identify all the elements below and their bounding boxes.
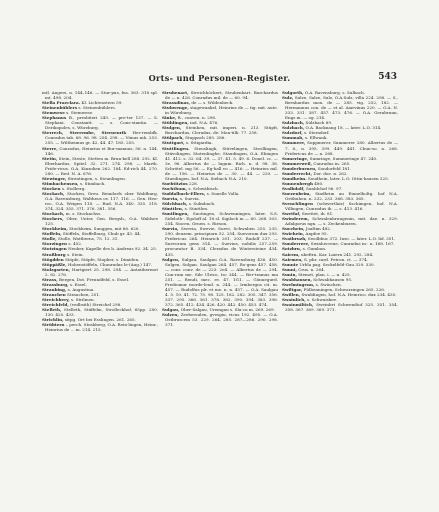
entry-headword: Sundheim.: [282, 175, 307, 181]
entry-headword: Svalbdolf,: [282, 185, 305, 191]
entry-text: Hartgiert 25. 298. 294. — Antatihermot 2. 82. 276.: [45, 266, 158, 277]
entry-headword: Sumeringe,: [282, 155, 309, 161]
entry-text: Stolle, Wattberns, 75. 12. 31.: [58, 236, 119, 242]
entry-text: 480.: [314, 180, 324, 186]
entry-text: s. Essel.: [69, 281, 87, 287]
register-entry: [162, 125, 278, 135]
entry-headword: Strassburg,: [42, 281, 69, 287]
entry-text: Swablingen, hof. N.A. Heinrico. dux 234. 435.: [301, 291, 397, 297]
entry-headword: Stochers,: [42, 216, 64, 222]
entry-text: s. Sttigardia.: [185, 140, 213, 146]
register-entry: [42, 130, 158, 145]
entry-text: Stemet, plan. i. — n. 425.: [298, 271, 351, 277]
entry-headword: Stimbachensen,: [42, 180, 79, 186]
entry-headword: Stoffeln,: [42, 231, 62, 237]
entry-text: s. Gumbon.: [302, 246, 327, 252]
register-entry: [162, 90, 278, 100]
entry-headword: Sunderburnen,: [282, 165, 317, 171]
register-entry: [282, 216, 398, 226]
entry-headword: Steinenbühlers: [42, 105, 78, 111]
entry-text: Zeebersulen, gvesgiu, vicus 192. 495. — O.A. Ostbruscem 53. 229. 264. 285. 287—286. 290. 298. 371.: [165, 312, 278, 328]
entry-headword: Stuttgart,: [162, 140, 185, 146]
entry-headword: Sulzbach,: [282, 120, 305, 126]
entry-text: B., presbiteri 249. — pre-ter 137. — S. Stephani. Constantt. — s. Cons-stantia. — Derikopoles, s. Würzburg.: [45, 115, 158, 131]
entry-headword: Suddalbach-Ellers,: [162, 190, 206, 196]
entry-headword: Strichlin,: [42, 317, 64, 323]
entry-text: s. Stolberg.: [61, 185, 86, 191]
entry-headword: Strassdinas,: [162, 100, 191, 106]
register-entry: [42, 267, 158, 277]
entry-headword: Sterre,: [42, 145, 58, 151]
entry-text: – perch. Strahberg, O.A. Rein-lingen, Heinr., Heinrius de ... m. 214. 215.: [45, 322, 158, 333]
entry-text: Sülzbach 89.: [305, 120, 333, 126]
entry-headword: Stolle,: [42, 236, 57, 242]
entry-text: Fülbenningen, Schwarzingen 265. 226.: [303, 286, 386, 292]
entry-headword: Stuttlingen.: [162, 145, 190, 151]
entry-text: (vedbsith) Streichel 298.: [70, 301, 122, 307]
entry-text: Schwalenbruugenin, mit. dae. n. 329. Adalgorus ngn. — s. Zeckenbuzen.: [285, 216, 398, 227]
entry-headword: Sairem,: [282, 251, 300, 257]
entry-headword: Stülpach,: [162, 135, 184, 141]
entry-text: Her-rembfk. Conradus tab. 68. 96. 98. 254. 298. — Viinus mh. 253. 255. — Wiltheimus gr. 42. 44. 47. 185. 255.: [45, 130, 158, 146]
entry-text: s. Stein.: [66, 251, 84, 257]
register-entry: [162, 146, 278, 181]
entry-headword: Stockach,: [42, 211, 65, 217]
entry-headword: Sülchbach,: [162, 201, 188, 207]
entry-headword: Storzingen: [42, 241, 68, 247]
entry-headword: Svenchlingen: [282, 201, 313, 207]
entry-headword: Swainlich,: [282, 296, 306, 302]
entry-text: Ober, Unter, Gen. Bergsh., O.A. Waldsee 125.: [45, 216, 158, 227]
register-entry: [282, 140, 398, 155]
entry-text: s. Sulmbach.: [188, 201, 216, 207]
entry-text: Sulgau, Saulgau O.A. Ravensburg 436. 450. Sulgen, Sulgan. Saulgau 264. 457. Ro-gens 457. 458. — conr. conv. de — 223. 2e4. — Albertus de — 294. Cun-rum me. Sile Ulrico, tsc 344. — Ber-tramus mn 251. — Rendi, mec. re. 47. 1G1. — Gönnegurd. Prediomur morde-lend. n. 244. — Irmbergus cit. m. 457. — Rudolfus plr. et me. n. n. 457. — O.A. Saulgau 4. 5. 10. 41. 72. 75. 98. 125. 182. 282. 305. 347. 356. 337. 295. 366. 361. 378. 382. 390. 394. 383. 396. 372. 365. 412. 434. 426. 420. 442. 450. 453. 474.: [165, 256, 278, 307]
entry-headword: Swiehein,: [282, 231, 305, 237]
entry-headword: Swelmingenn,: [282, 281, 315, 287]
entry-headword: Sulzen,: [162, 312, 179, 318]
entry-headword: Stühlingen,: [162, 120, 189, 126]
entry-headword: Summere,: [282, 140, 306, 146]
entry-text: Stuppach 285. 286.: [185, 135, 226, 141]
entry-headword: Swinderem,: [282, 216, 309, 222]
entry-text: s. Schwaiskee.: [306, 296, 338, 302]
entry-text: Swevia, Swevie, Suevi, Schwaben 255. 235. 290. deuzem. principiarn 52. 254. Suevorum dux 293. Fridericus 264. Heinrich 201. 203. Rudolf 237. — Suevorum gens 314. — Suevius, nobilis 257–259. procurator B. 334. Cleradus de Wintersteine 434. 435.: [165, 226, 278, 257]
entry-text: Steuslingh, Stüvelingen, Steollingen, Stüvolingen, Stotenlinghe, Staudingen, O.A. Ehingen 41. 412. s. 32. 64. 39. — 37. 41. 5. 49. 6. Donel. cc. — 3e. 96. Albertus de — lugnm. Rich. n. d. 98. 38. Schrötel. mg 56. — Eg-hall vo — 416. — Heinrius mil. de — 156. — Heinrius de — 30. — 44. — 220. — Stuedingen, hof. N.A. Siebach N.A. 210.: [165, 145, 278, 181]
entry-headword: Sunnie: [282, 261, 299, 267]
entry-headword: Stella Praeclara.: [42, 100, 81, 106]
page-number: 543: [378, 72, 397, 82]
entry-text: (schwertlaiz) Sschimgen, hof. N.A. Villingen, Cunradus ib. — s. 413. 416.: [285, 201, 398, 212]
entry-text: de — s. Wildenbeck.: [191, 100, 234, 106]
entry-text: Suotingen, Schwenningen, later. S.S. Sideloth-. Egoloff al. 18 sl. Sigiloch m — 60. 268. 303. 254. Siocen, Gruen. s. Rieson.: [165, 211, 278, 227]
entry-text: Crus. n. 264.: [298, 266, 325, 272]
entry-text: Dor. doe. n. 262.: [313, 170, 348, 176]
entry-headword: Strübtern: [42, 322, 65, 328]
entry-headword: Straubing,: [42, 286, 67, 292]
entry-text: s. Steradorf.: [303, 130, 330, 136]
entry-headword: Stocken: [42, 185, 61, 191]
entry-text: ubeftrn. Kar. Laiern 241. 292. 284.: [301, 251, 374, 257]
entry-headword: Stetin,: [42, 155, 58, 161]
entry-text: Streichhöckert, Strubenhart. Burchardus de — n. 426. Conradus mil. de — 60. 94.: [165, 90, 278, 101]
entry-headword: Strubenart,: [162, 90, 189, 95]
entry-text: Sunldchof 96. 97.: [305, 185, 343, 191]
register-entry: [162, 257, 278, 307]
entry-headword: Sunderrecht,: [282, 170, 313, 176]
entry-headword: Sulz,: [282, 95, 294, 101]
register-entry: [42, 156, 158, 176]
entry-text: s. 452.: [68, 241, 83, 247]
entry-headword: Stotzingen: [42, 246, 67, 252]
entry-text: Conradus, Heinrius et Bur-mannus, 56. n. 144. 146.: [45, 145, 158, 156]
register-entry: [282, 191, 398, 201]
entry-headword: Sunni,: [282, 266, 297, 272]
register-entry: [162, 226, 278, 256]
register-entry: [42, 90, 158, 100]
entry-text: Neuber, Kapelle des h. Andreas 92. 34. 25.: [68, 246, 158, 252]
entry-headword: Stephanus: [42, 115, 67, 121]
entry-headword: Suntlingen,: [162, 211, 189, 217]
entry-text: s. Steinenbühlers.: [78, 105, 116, 111]
entry-headword: Summah,: [282, 135, 304, 141]
entry-text: Stöpfe, Stöpfe, Stopher, s. Dimiden.: [65, 256, 140, 262]
register-entry: [42, 115, 158, 130]
entry-text: Strentingen, s. Steunlingen.: [67, 175, 127, 181]
register-column-1: [42, 90, 158, 490]
entry-headword: Sucehein,: [282, 226, 305, 232]
entry-headword: Suezenbrim,: [282, 190, 311, 196]
entry-text: s. Swinchen.: [315, 281, 342, 287]
entry-headword: Swabhausen,: [282, 276, 312, 282]
entry-headword: Sulzbach,: [282, 125, 305, 131]
entry-text: O.A. Backnang 18. — later. L.O. 314.: [305, 125, 382, 131]
register-entry: [162, 211, 278, 226]
entry-text: Ober-Salgau, Uremgau s. Sla-cu m. 269. 269.: [180, 307, 275, 313]
entry-text: Anpfoe 95.: [305, 231, 328, 237]
entry-text: s. Schwäbisch.: [188, 185, 219, 191]
entry-text: Hohenstöffeln, Chunradus le-(Aug.) 147.: [67, 261, 153, 267]
entry-text: s. Strilmen.: [70, 296, 95, 302]
entry-headword: Swetfaf,: [282, 211, 301, 217]
page-title: Orts- und Personen-Register.: [148, 73, 291, 83]
entry-text: Bergen, Dot. Freundfeld, s. Essel.: [59, 276, 130, 282]
register-entry: [282, 95, 398, 120]
entry-text: s. Stimbach.: [79, 180, 106, 186]
register-entry: [42, 146, 158, 156]
entry-headword: Swiltgar,: [282, 286, 303, 292]
entry-text: Stockheim, Sunggen, mit 66. 620.: [69, 226, 140, 232]
entry-headword: Sulgau,: [162, 307, 180, 313]
entry-text: Sweinbrt Schwendtof 325. 351. 354. 358. 367. 369. 369. 371.: [285, 301, 398, 313]
entry-headword: Stockheim,: [42, 226, 68, 232]
entry-headword: Sünttlen,: [162, 206, 184, 212]
entry-headword: Sotzbrn,: [282, 246, 302, 252]
entry-headword: Sterrech, Sterrembe, Sternenrik: [42, 130, 127, 136]
entry-text: stagewankel, Heinrius de — tig. mit. aute. in Würzburg.: [165, 105, 278, 116]
register-entry: [162, 312, 278, 327]
entry-headword: Stemwese: [42, 110, 65, 116]
entry-headword: Suevia,: [162, 195, 179, 201]
entry-text: Sondorfeld 181.: [317, 165, 352, 171]
entry-text: Swinhecreue, Cunradus in-. n. 168. 167.: [310, 241, 395, 247]
entry-headword: Strass,: [42, 276, 58, 282]
entry-headword: Stolzgarten,: [42, 266, 71, 272]
entry-text: Sindbrim au Einnelboltg. hof N.A. Ortibuhen. n. 232. 233. 366. 383. 365.: [285, 190, 398, 201]
entry-text: Sumringe, Summeringe 47. 240.: [309, 155, 378, 161]
entry-text: sitpg. Ort bei Esslingen. 261. 265.: [64, 317, 136, 323]
entry-headword: Sunnenbergh: [282, 180, 313, 186]
entry-text: Joaftim 482.: [305, 226, 332, 232]
entry-headword: Streichfeld,: [42, 301, 69, 307]
entry-headword: Streichbery,: [42, 296, 70, 302]
entry-text: Strauchen, 251.: [67, 291, 101, 297]
entry-text: Cunradus in. 265.: [313, 160, 351, 166]
entry-headword: Stulgen,: [162, 125, 182, 131]
page-header: [42, 73, 397, 85]
entry-text: s. Stemwese.: [66, 110, 94, 116]
register-column-2: [162, 90, 278, 490]
entry-text: Sulze, Salze, Sulz, O.A.Sulz, villa 224. 298. — S., Bernhardus mon. de — 285. vig. 252, 182. — Hermannus con. de — et al. Aiarvinus 220. — O.A. N. 333. 331. 387. 457. 473. 476. — O.A. Gerabrunn, Engs m. — og. 214.: [285, 95, 398, 121]
entry-text: Stocken, Greu. Beindorfs ober Waldburg, O.A. Ravensburg, Waltheus ov. 117. 116. — Gen. Heu-roc, O.A. Weigen 118. — Rud. N.A. 340. 335. 318. 374. 324. 355. 371. 376. 381. 356.: [45, 190, 158, 212]
register-entry: [42, 307, 158, 317]
entry-text: Suppmerer, Summerer 280. Albertus de — 7. 8., n. 395. 399. 449. 441. Chun-so. n. 268. Fridericus de — n. 268.: [285, 140, 398, 156]
entry-headword: Stögdden: [42, 256, 64, 262]
entry-text: S. pbr. card. Petron. ct. — 374.: [303, 256, 368, 262]
entry-text: m. s. Stockachss.: [65, 211, 102, 217]
entry-headword: Sairmen,: [282, 256, 303, 262]
register-column-3: [282, 90, 398, 490]
entry-text: Schwabhausen 95.: [313, 276, 353, 282]
entry-text: Urbla pag. Seckelfeld-Gau 329. 330.: [299, 261, 375, 267]
entry-text: ind. N.A. 476.: [190, 120, 219, 126]
entry-headword: Stelleth,: [42, 307, 62, 313]
entry-headword: Swillen,: [282, 291, 301, 297]
entry-text: B., conven. n. 296.: [177, 115, 217, 121]
entry-headword: Strauchen: [42, 291, 66, 297]
entry-headword: Sunderrere,: [282, 241, 310, 247]
entry-text: Soudhein, later. L.O. Ottin-hausen 325.: [307, 175, 390, 181]
entry-headword: Suebtitzios: [162, 180, 188, 186]
entry-headword: Stöppäßle,: [42, 261, 67, 267]
entry-headword: Stockach,: [42, 190, 65, 196]
entry-headword: Stuhwenge,: [162, 105, 189, 111]
entry-headword: Sulgen,: [162, 256, 180, 262]
entry-text: O.A. Ravensburg, s. Sulbach.: [304, 90, 366, 95]
entry-headword: Stewinger,: [42, 175, 67, 181]
entry-headword: Suchthum,: [162, 185, 188, 191]
entry-text: s. Suevia.: [179, 195, 200, 201]
entry-text: mtl. Angers, n. 144–146. — Stur-pus, fus. 363. 318 spl. mt. 498. 204.: [42, 90, 158, 101]
entry-text: Swolbbuc 372. Inse. — later. L.O. lid. 351.: [307, 236, 396, 242]
entry-text: Swettet, ib. 81.: [301, 211, 334, 217]
entry-headword: Summerweil,: [282, 160, 313, 166]
entry-headword: Swainmiltich,: [282, 301, 314, 307]
entry-text: 228.: [188, 180, 199, 186]
entry-text: Stelleth, Stüffelm, Strolleckhof, 65pp. 280. 130. 420. 433.: [45, 307, 158, 318]
register-entry: [42, 216, 158, 226]
entry-text: Kl. Lichtenstern 59.: [81, 100, 123, 106]
register-entry: [42, 322, 158, 332]
register-entry: [162, 105, 278, 115]
entry-text: Steinhen, mit. imperi. n. 213. Stüpfi, Burchardus, Cleradus, de: Mon-tilb. 77. 258.: [165, 125, 278, 136]
entry-headword: Sulzdorf,: [282, 130, 303, 136]
entry-text: s. Sunelle Volla.: [206, 190, 240, 196]
register-entry: [282, 201, 398, 211]
entry-headword: Straßburg: [42, 251, 66, 257]
entry-text: s. Augustina.: [67, 286, 95, 292]
entry-headword: Suevia,: [162, 226, 179, 232]
entry-text: s. Sünttlen.: [184, 206, 209, 212]
entry-headword: Sulgorth,: [282, 90, 304, 95]
entry-text: Stein, Steste, Stetten m. Brun-kell 288. 292. Kl. Eberhardus, Spitel. 32. 271. 274. 298. — Marth. Fride-ricus. O.A. Kinzolien 262. 184. Ed-rich 44. 270. 280. — Red. N. A. 676.: [45, 155, 158, 176]
entry-headword: Sinke,: [162, 115, 177, 121]
entry-headword: Svatbruzh,: [282, 236, 307, 242]
register-entry: [282, 302, 398, 312]
entry-headword: Sunin,: [282, 271, 297, 277]
register-entry: [42, 191, 158, 211]
entry-text: s. Ellwank.: [304, 135, 328, 141]
entry-text: Stöffeln, Stoffelburg, Chub gr. 43. 44.: [62, 231, 141, 237]
